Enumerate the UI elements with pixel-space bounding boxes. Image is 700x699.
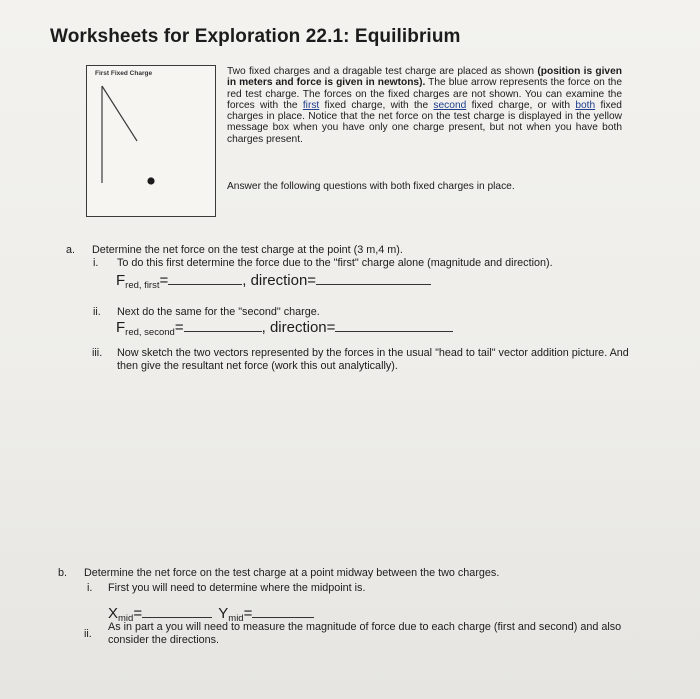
midpoint-line — [108, 605, 314, 622]
f-red-second-line — [116, 319, 453, 336]
second-charge-link[interactable]: second — [433, 99, 467, 111]
direction-first-label: direction= — [250, 272, 317, 289]
both-charges-link[interactable]: both — [575, 99, 596, 111]
answer-instruction: Answer the following questions with both fixed charges in place. — [227, 181, 515, 192]
x-mid-subscript: mid — [118, 613, 134, 624]
intro-paragraph — [227, 66, 622, 145]
part-a-i-marker: i. — [93, 257, 99, 269]
f-red-first-equals: = — [159, 272, 169, 289]
y-mid-blank[interactable] — [252, 605, 314, 618]
part-b-marker: b. — [58, 567, 68, 579]
intro-text-1: Two fixed charges and a dragable test charge are placed as shown — [227, 66, 535, 77]
part-a-marker: a. — [66, 244, 76, 256]
part-a-ii-marker: ii. — [93, 306, 101, 318]
part-a-ii-text: Next do the same for the "second" charge. — [117, 306, 320, 318]
part-b-ii-marker: ii. — [84, 628, 92, 640]
f-red-first-symbol: F — [116, 272, 126, 289]
part-b-prompt: Determine the net force on the test charge at a point midway between the two charges. — [84, 567, 500, 579]
x-mid-blank[interactable] — [142, 605, 212, 618]
f-red-first-subscript: red, first — [125, 280, 160, 291]
direction-second-blank[interactable] — [335, 319, 453, 332]
part-a-i-text: To do this first determine the force due to the "first" charge alone (magnitude and direction). — [117, 257, 553, 269]
f-red-second-equals: = — [174, 319, 184, 336]
direction-first-blank[interactable] — [316, 272, 431, 285]
part-b-i-text: First you will need to determine where the midpoint is. — [108, 582, 366, 594]
y-mid-symbol: Y — [218, 605, 229, 622]
figure-drawing — [87, 66, 215, 216]
intro-text-3: The blue arrow represents the force on the red test charge. The forces on the fixed charges are not shown. You can examine the forces with the — [227, 77, 622, 111]
intro-bold-units: (position is given in meters and force is given in newtons). — [227, 66, 622, 89]
figure-label: First Fixed Charge — [95, 70, 153, 77]
force-line-diagonal — [102, 86, 137, 141]
part-b-ii-text: As in part a you will need to measure the magnitude of force due to each charge (first and second) and also consider the directions. — [108, 621, 622, 646]
f-red-first-comma: , — [242, 272, 247, 289]
first-charge-link[interactable]: first — [302, 99, 320, 111]
f-red-second-symbol: F — [116, 319, 126, 336]
f-red-second-subscript: red, second — [125, 327, 175, 338]
intro-text-4: fixed charge, with the — [324, 99, 429, 111]
test-charge-dot — [147, 177, 154, 184]
f-red-first-blank[interactable] — [168, 272, 242, 285]
direction-second-label: direction= — [269, 319, 336, 336]
intro-text-5: fixed charge, or with — [471, 99, 571, 111]
part-b-i-marker: i. — [87, 582, 93, 594]
x-mid-symbol: X — [108, 605, 119, 622]
intro-text-6: fixed charges in place. Notice that the net force on the test charge is displayed in the yellow message box when you have only one charge present, but not when you have both charges present. — [227, 99, 622, 145]
y-mid-equals: = — [243, 605, 253, 622]
f-red-second-blank[interactable] — [184, 319, 262, 332]
x-mid-equals: = — [133, 605, 143, 622]
part-a-iii-marker: iii. — [92, 347, 103, 359]
part-a-prompt: Determine the net force on the test charge at the point (3 m,4 m). — [92, 244, 403, 256]
part-a-iii-text: Now sketch the two vectors represented by the forces in the usual "head to tail" vector addition picture. And then give the resultant net force (work this out analytically). — [117, 347, 629, 372]
f-red-first-line — [116, 272, 431, 289]
y-mid-subscript: mid — [228, 613, 244, 624]
f-red-second-comma: , — [261, 319, 266, 336]
simulation-figure — [86, 65, 216, 217]
page-title: Worksheets for Exploration 22.1: Equilibrium — [50, 26, 461, 47]
